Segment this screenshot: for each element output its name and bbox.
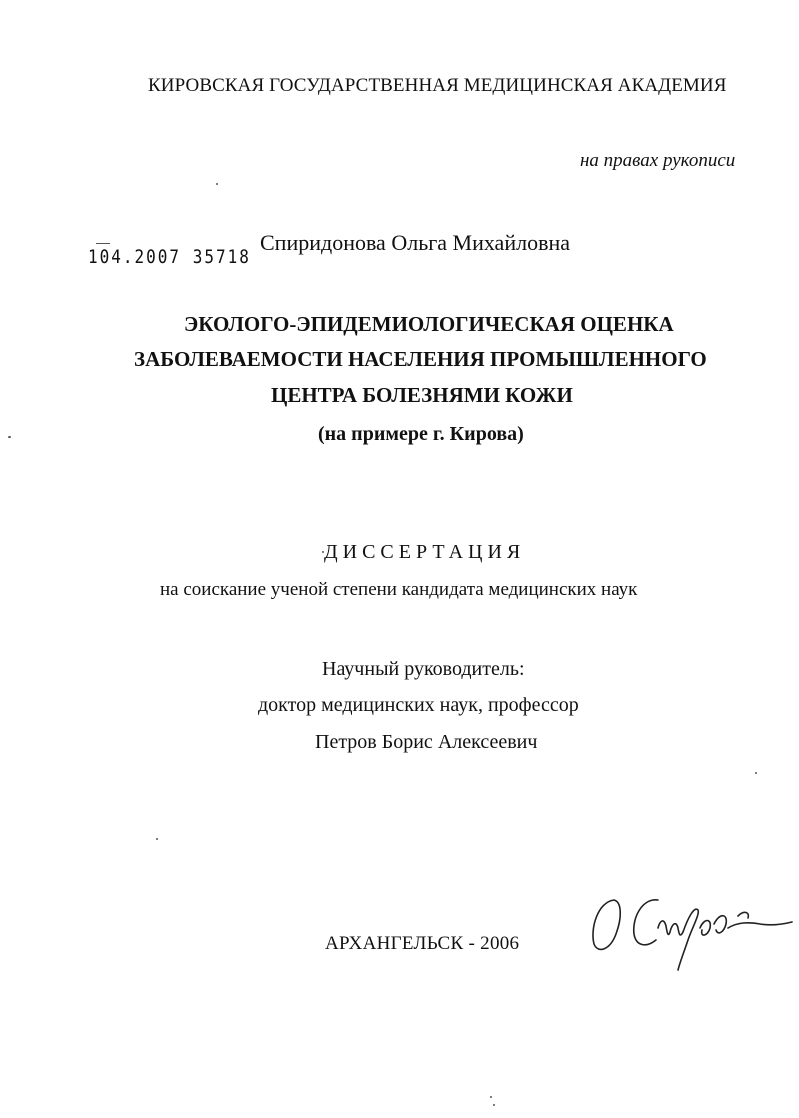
dissertation-heading: ДИССЕРТАЦИЯ	[324, 541, 526, 563]
supervisor-name: Петров Борис Алексеевич	[315, 731, 538, 753]
rights-note: на правах рукописи	[580, 150, 736, 171]
degree-statement: на соискание ученой степени кандидата медицинских наук	[160, 579, 638, 600]
scan-speck	[755, 772, 757, 774]
scan-speck	[493, 1104, 495, 1106]
title-line-3: ЦЕНТРА БОЛЕЗНЯМИ КОЖИ	[271, 383, 573, 407]
city-year: АРХАНГЕЛЬСК - 2006	[325, 933, 520, 954]
scan-speck	[96, 243, 110, 244]
author-name: Спиридонова Ольга Михайловна	[260, 230, 570, 255]
scan-speck	[490, 1096, 492, 1098]
scan-speck	[216, 183, 218, 185]
title-subtitle: (на примере г. Кирова)	[318, 423, 524, 445]
handwritten-signature	[588, 888, 793, 978]
scan-speck	[322, 551, 324, 553]
supervisor-label: Научный руководитель:	[322, 658, 525, 680]
supervisor-title: доктор медицинских наук, профессор	[258, 694, 579, 716]
title-line-2: ЗАБОЛЕВАЕМОСТИ НАСЕЛЕНИЯ ПРОМЫШЛЕННОГО	[134, 347, 707, 371]
scan-speck	[8, 436, 11, 438]
archive-code-stamp: 104.2007 35718	[88, 245, 251, 268]
scan-speck	[156, 838, 158, 840]
institution-name: КИРОВСКАЯ ГОСУДАРСТВЕННАЯ МЕДИЦИНСКАЯ АКАДЕМИЯ	[148, 75, 727, 96]
title-line-1: ЭКОЛОГО-ЭПИДЕМИОЛОГИЧЕСКАЯ ОЦЕНКА	[184, 312, 674, 336]
